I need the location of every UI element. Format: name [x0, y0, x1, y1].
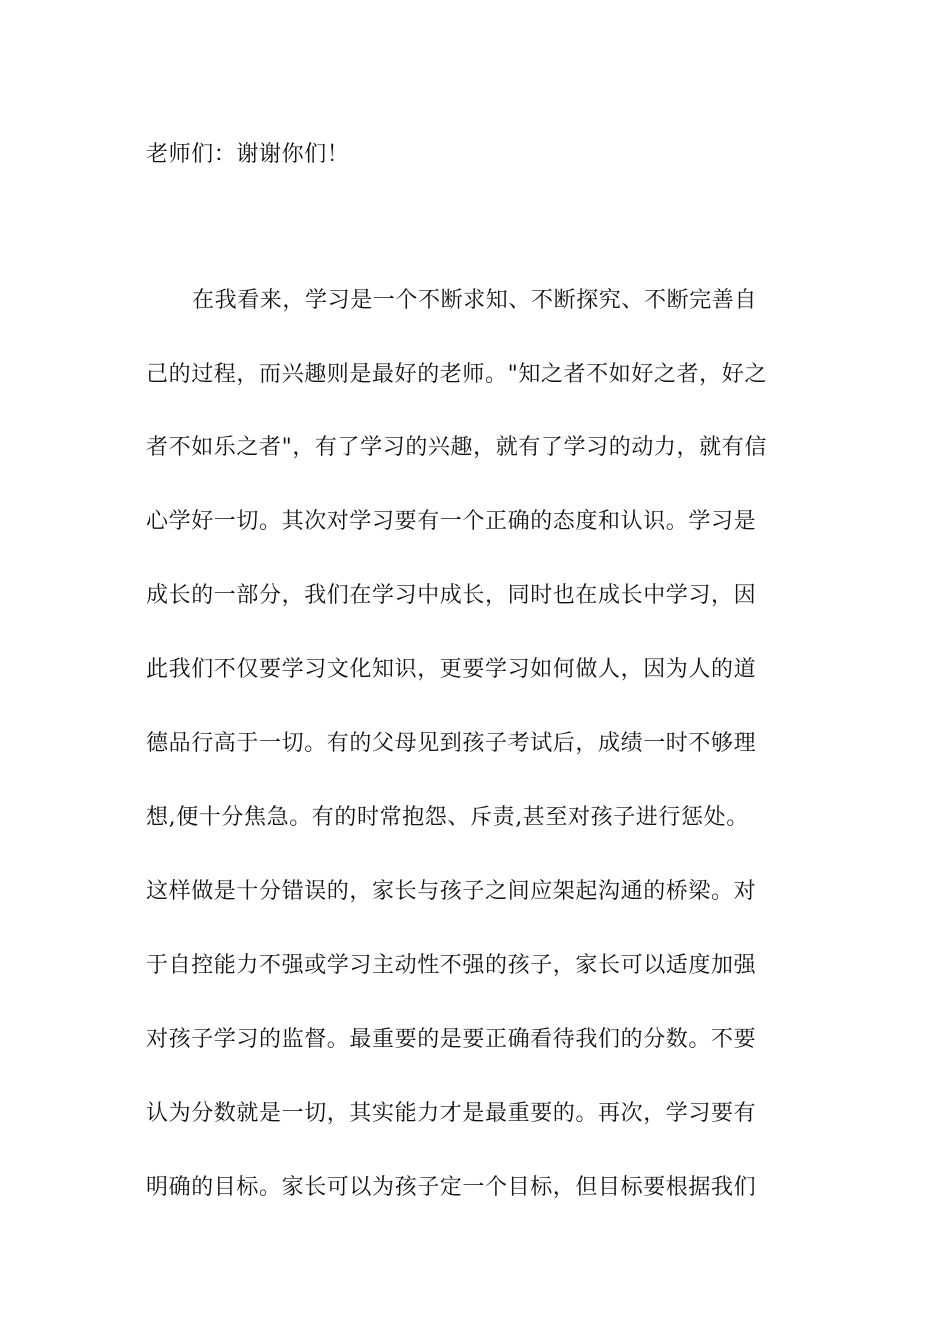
paragraph-line-10: 于自控能力不强或学习主动性不强的孩子，家长可以适度加强: [146, 953, 757, 978]
paragraph-line-11: 对孩子学习的监督。最重要的是要正确看待我们的分数。不要: [146, 1027, 757, 1052]
paragraph-line-2: 己的过程，而兴趣则是最好的老师。"知之者不如好之者，好之: [146, 362, 767, 387]
paragraph-line-7: 德品行高于一切。有的父母见到孩子考试后，成绩一时不够理: [146, 731, 757, 756]
paragraph-line-4: 心学好一切。其次对学习要有一个正确的态度和认识。学习是: [146, 509, 757, 534]
salutation-line: 老师们：谢谢你们！: [146, 142, 350, 167]
paragraph-line-8: 想,便十分焦急。有的时常抱怨、斥责,甚至对孩子进行惩处。: [146, 805, 749, 830]
paragraph-line-5: 成长的一部分，我们在学习中成长，同时也在成长中学习，因: [146, 583, 757, 608]
paragraph-line-1: 在我看来，学习是一个不断求知、不断探究、不断完善自: [192, 288, 758, 313]
paragraph-line-12: 认为分数就是一切，其实能力才是最重要的。再次，学习要有: [146, 1101, 757, 1126]
paragraph-line-9: 这样做是十分错误的，家长与孩子之间应架起沟通的桥梁。对: [146, 879, 757, 904]
paragraph-line-6: 此我们不仅要学习文化知识，更要学习如何做人，因为人的道: [146, 657, 757, 682]
paragraph-line-13: 明确的目标。家长可以为孩子定一个目标，但目标要根据我们: [146, 1175, 757, 1200]
paragraph-line-3: 者不如乐之者"，有了学习的兴趣，就有了学习的动力，就有信: [146, 435, 767, 460]
